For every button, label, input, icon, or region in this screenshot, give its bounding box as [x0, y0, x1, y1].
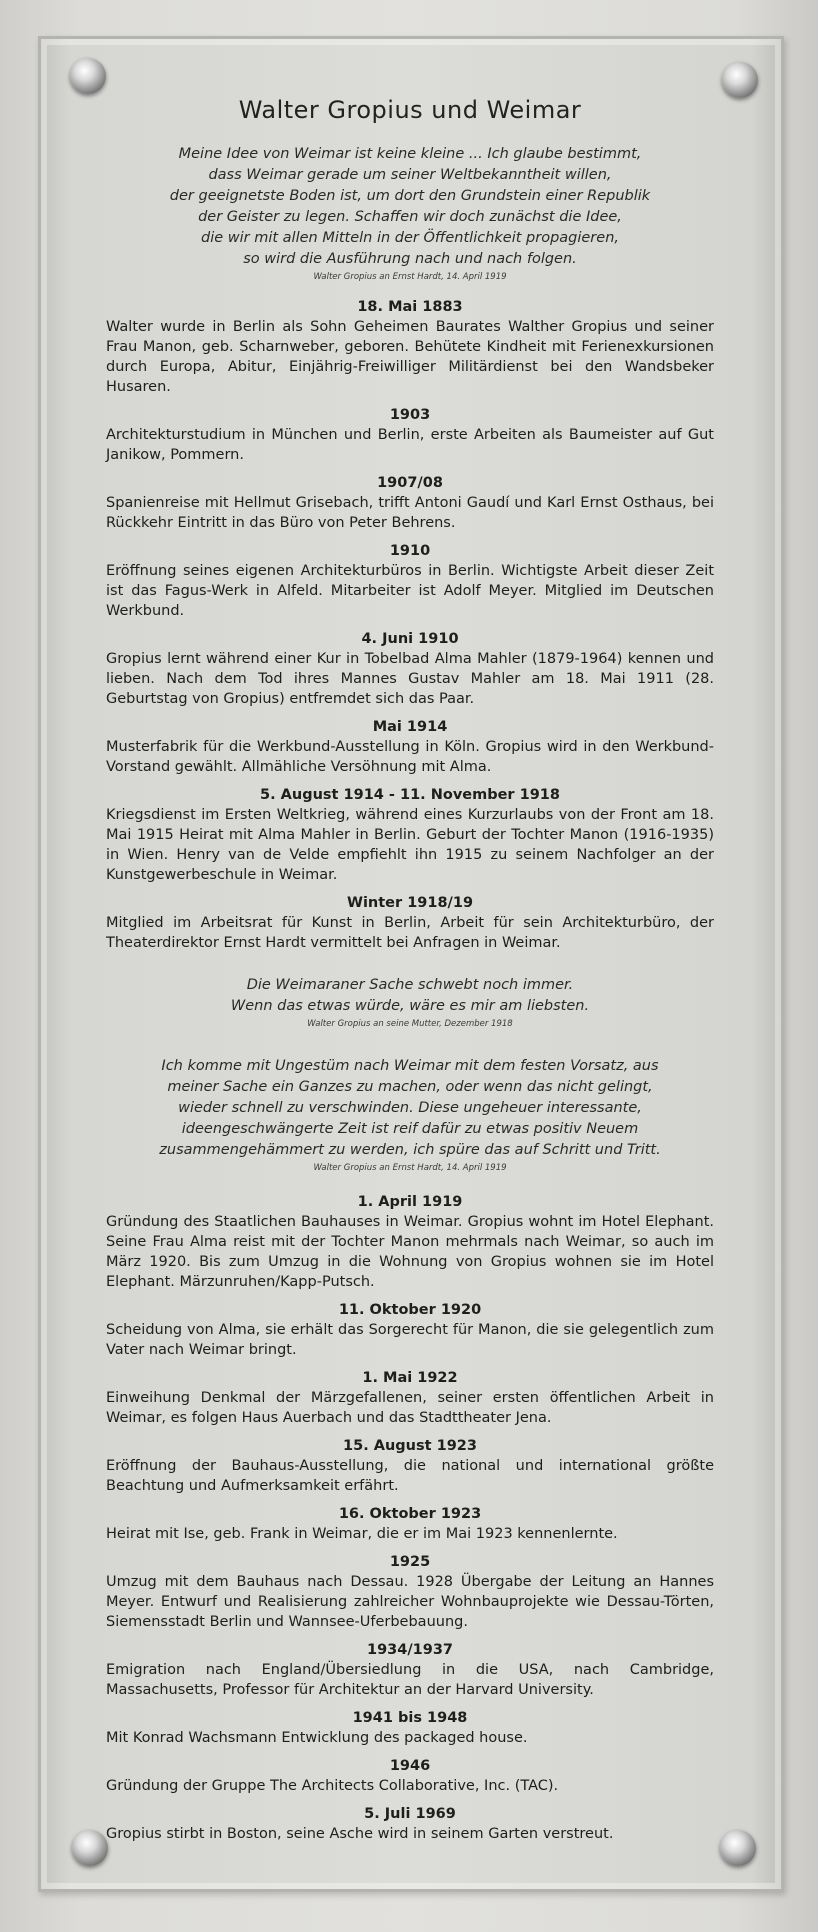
quote-line: Ich komme mit Ungestüm nach Weimar mit dem festen Vorsatz, aus — [161, 1058, 659, 1074]
entry-date: Mai 1914 — [372, 719, 448, 735]
quote-line: der Geister zu legen. Schaffen wir doch zunächst die Idee, — [198, 209, 622, 225]
entry-text: Gropius stirbt in Boston, seine Asche wird in seinem Garten verstreut. — [106, 1826, 614, 1842]
quote-line: Die Weimaraner Sache schwebt noch immer. — [246, 977, 574, 993]
entry-date: 1. April 1919 — [357, 1194, 463, 1210]
quote-citation: Walter Gropius an seine Mutter, Dezember 1918 — [307, 1019, 513, 1029]
timeline-entry — [106, 1708, 714, 1748]
quote-line: Wenn das etwas würde, wäre es mir am liebsten. — [230, 998, 590, 1014]
entry-date: 1941 bis 1948 — [352, 1710, 468, 1726]
entry-text: Spanienreise mit Hellmut Grisebach, trifft Antoni Gaudí und Karl Ernst Osthaus, bei Rückkehr Eintritt in das Büro von Peter Behrens. — [106, 495, 714, 531]
entry-date: 4. Juni 1910 — [361, 631, 459, 647]
timeline-entry — [106, 1436, 714, 1496]
entry-text: Gründung des Staatlichen Bauhauses in Weimar. Gropius wohnt im Hotel Elephant. Seine Frau Alma reist mit der Tochter Manon mehrmals nach Weimar, so auch im März 1920. Bis zum Umzug in die Wohnung von Gropius wohnen sie im Hotel Elephant. Märzunruhen/Kapp-Putsch. — [106, 1214, 714, 1290]
entry-text: Walter wurde in Berlin als Sohn Geheimen Baurates Walther Gropius und seiner Frau Manon, geb. Scharnweber, geboren. Behütete Kindheit mit Ferienexkursionen durch Europa, Abitur, Einjährig-Freiwilliger Militärdienst bei den Wandsbeker Husaren. — [106, 319, 714, 395]
timeline-part-2 — [106, 1192, 714, 1844]
timeline-entry — [106, 1552, 714, 1632]
entry-date: 15. August 1923 — [343, 1438, 477, 1454]
timeline-entry — [106, 1504, 714, 1544]
opening-quote — [106, 144, 714, 283]
timeline-entry — [106, 1804, 714, 1844]
entry-text: Mit Konrad Wachsmann Entwicklung des packaged house. — [106, 1730, 528, 1746]
entry-date: 1946 — [389, 1758, 431, 1774]
entry-date: 5. Juli 1969 — [364, 1806, 456, 1822]
timeline-entry — [106, 541, 714, 621]
entry-text: Eröffnung der Bauhaus-Ausstellung, die national und international größte Beachtung und Aufmerksamkeit erfährt. — [106, 1458, 714, 1494]
entry-date: 1925 — [389, 1554, 431, 1570]
timeline-entry — [106, 629, 714, 709]
entry-text: Heirat mit Ise, geb. Frank in Weimar, die er im Mai 1923 kennenlernte. — [106, 1526, 618, 1542]
entry-date: 1910 — [389, 543, 431, 559]
quote-line: dass Weimar gerade um seiner Weltbekanntheit willen, — [208, 167, 612, 183]
quote-line: wieder schnell zu verschwinden. Diese ungeheuer interessante, — [178, 1100, 642, 1116]
entry-text: Eröffnung seines eigenen Architekturbüros in Berlin. Wichtigste Arbeit dieser Zeit ist das Fagus-Werk in Alfeld. Mitarbeiter ist Adolf Meyer. Mitglied im Deutschen Werkbund. — [106, 563, 714, 619]
entry-date: 1907/08 — [377, 475, 443, 491]
timeline-entry — [106, 1300, 714, 1360]
quote-citation: Walter Gropius an Ernst Hardt, 14. April 1919 — [313, 1163, 507, 1173]
mother-quote — [106, 975, 714, 1030]
timeline-entry — [106, 1192, 714, 1292]
timeline-entry — [106, 1640, 714, 1700]
entry-text: Musterfabrik für die Werkbund-Ausstellung in Köln. Gropius wird in den Werkbund-Vorstand gewählt. Allmähliche Versöhnung mit Alma. — [106, 739, 714, 775]
entry-text: Einweihung Denkmal der Märzgefallenen, seiner ersten öffentlichen Arbeit in Weimar, es folgen Haus Auerbach und das Stadttheater Jena. — [106, 1390, 714, 1426]
mounting-bolt-icon — [722, 62, 758, 98]
timeline-entry — [106, 1368, 714, 1428]
entry-text: Gründung der Gruppe The Architects Collaborative, Inc. (TAC). — [106, 1778, 559, 1794]
quote-line: die wir mit allen Mitteln in der Öffentlichkeit propagieren, — [200, 230, 619, 246]
timeline-entry — [106, 405, 714, 465]
entry-date: 18. Mai 1883 — [357, 299, 463, 315]
entry-date: 5. August 1914 - 11. November 1918 — [260, 787, 560, 803]
entry-date: 16. Oktober 1923 — [338, 1506, 482, 1522]
plaque-title: Walter Gropius und Weimar — [238, 96, 582, 124]
entry-date: 1903 — [389, 407, 431, 423]
entry-text: Mitglied im Arbeitsrat für Kunst in Berlin, Arbeit für sein Architekturbüro, der Theaterdirektor Ernst Hardt vermittelt bei Anfragen in Weimar. — [106, 915, 714, 951]
timeline-entry — [106, 785, 714, 885]
entry-date: Winter 1918/19 — [346, 895, 474, 911]
quote-line: meiner Sache ein Ganzes zu machen, oder wenn das nicht gelingt, — [167, 1079, 653, 1095]
entry-text: Architekturstudium in München und Berlin, erste Arbeiten als Baumeister auf Gut Janikow, Pommern. — [106, 427, 714, 463]
mounting-bolt-icon — [72, 1830, 108, 1866]
timeline-part-1 — [106, 297, 714, 953]
entry-text: Umzug mit dem Bauhaus nach Dessau. 1928 Übergabe der Leitung an Hannes Meyer. Entwurf und Realisierung zahlreicher Wohnbauprojekte wie Dessau-Törten, Siemensstadt Berlin und Wannsee-Uferbebauung. — [106, 1574, 714, 1630]
mounting-bolt-icon — [720, 1830, 756, 1866]
quote-line: der geeignetste Boden ist, um dort den Grundstein einer Republik — [169, 188, 651, 204]
quote-line: so wird die Ausführung nach und nach folgen. — [243, 251, 577, 267]
mounting-bolt-icon — [70, 58, 106, 94]
timeline-entry — [106, 297, 714, 397]
entry-text: Scheidung von Alma, sie erhält das Sorgerecht für Manon, die sie gelegentlich zum Vater nach Weimar bringt. — [106, 1322, 714, 1358]
plaque-content — [106, 96, 714, 1844]
quote-line: zusammengehämmert zu werden, ich spüre das auf Schritt und Tritt. — [159, 1142, 661, 1158]
entry-text: Gropius lernt während einer Kur in Tobelbad Alma Mahler (1879-1964) kennen und lieben. Nach dem Tod ihres Mannes Gustav Mahler am 18. Mai 1911 (28. Geburtstag von Gropius) entfremdet sich das Paar. — [106, 651, 714, 707]
entry-text: Emigration nach England/Übersiedlung in die USA, nach Cambridge, Massachusetts, Professor für Architektur an der Harvard University. — [106, 1662, 714, 1698]
timeline-entry — [106, 893, 714, 953]
hardt-quote — [106, 1056, 714, 1174]
timeline-entry — [106, 717, 714, 777]
entry-date: 11. Oktober 1920 — [338, 1302, 482, 1318]
timeline-entry — [106, 473, 714, 533]
quote-line: ideengeschwängerte Zeit ist reif dafür zu etwas positiv Neuem — [181, 1121, 639, 1137]
quote-citation: Walter Gropius an Ernst Hardt, 14. April 1919 — [313, 272, 507, 282]
entry-text: Kriegsdienst im Ersten Weltkrieg, während eines Kurzurlaubs von der Front am 18. Mai 1915 Heirat mit Alma Mahler in Berlin. Geburt der Tochter Manon (1916-1935) in Wien. Henry van de Velde empfiehlt ihn 1915 zu seinem Nachfolger an der Kunstgewerbeschule in Weimar. — [106, 807, 714, 883]
timeline-entry — [106, 1756, 714, 1796]
quote-line: Meine Idee von Weimar ist keine kleine ... Ich glaube bestimmt, — [178, 146, 642, 162]
entry-date: 1934/1937 — [366, 1642, 453, 1658]
entry-date: 1. Mai 1922 — [362, 1370, 458, 1386]
